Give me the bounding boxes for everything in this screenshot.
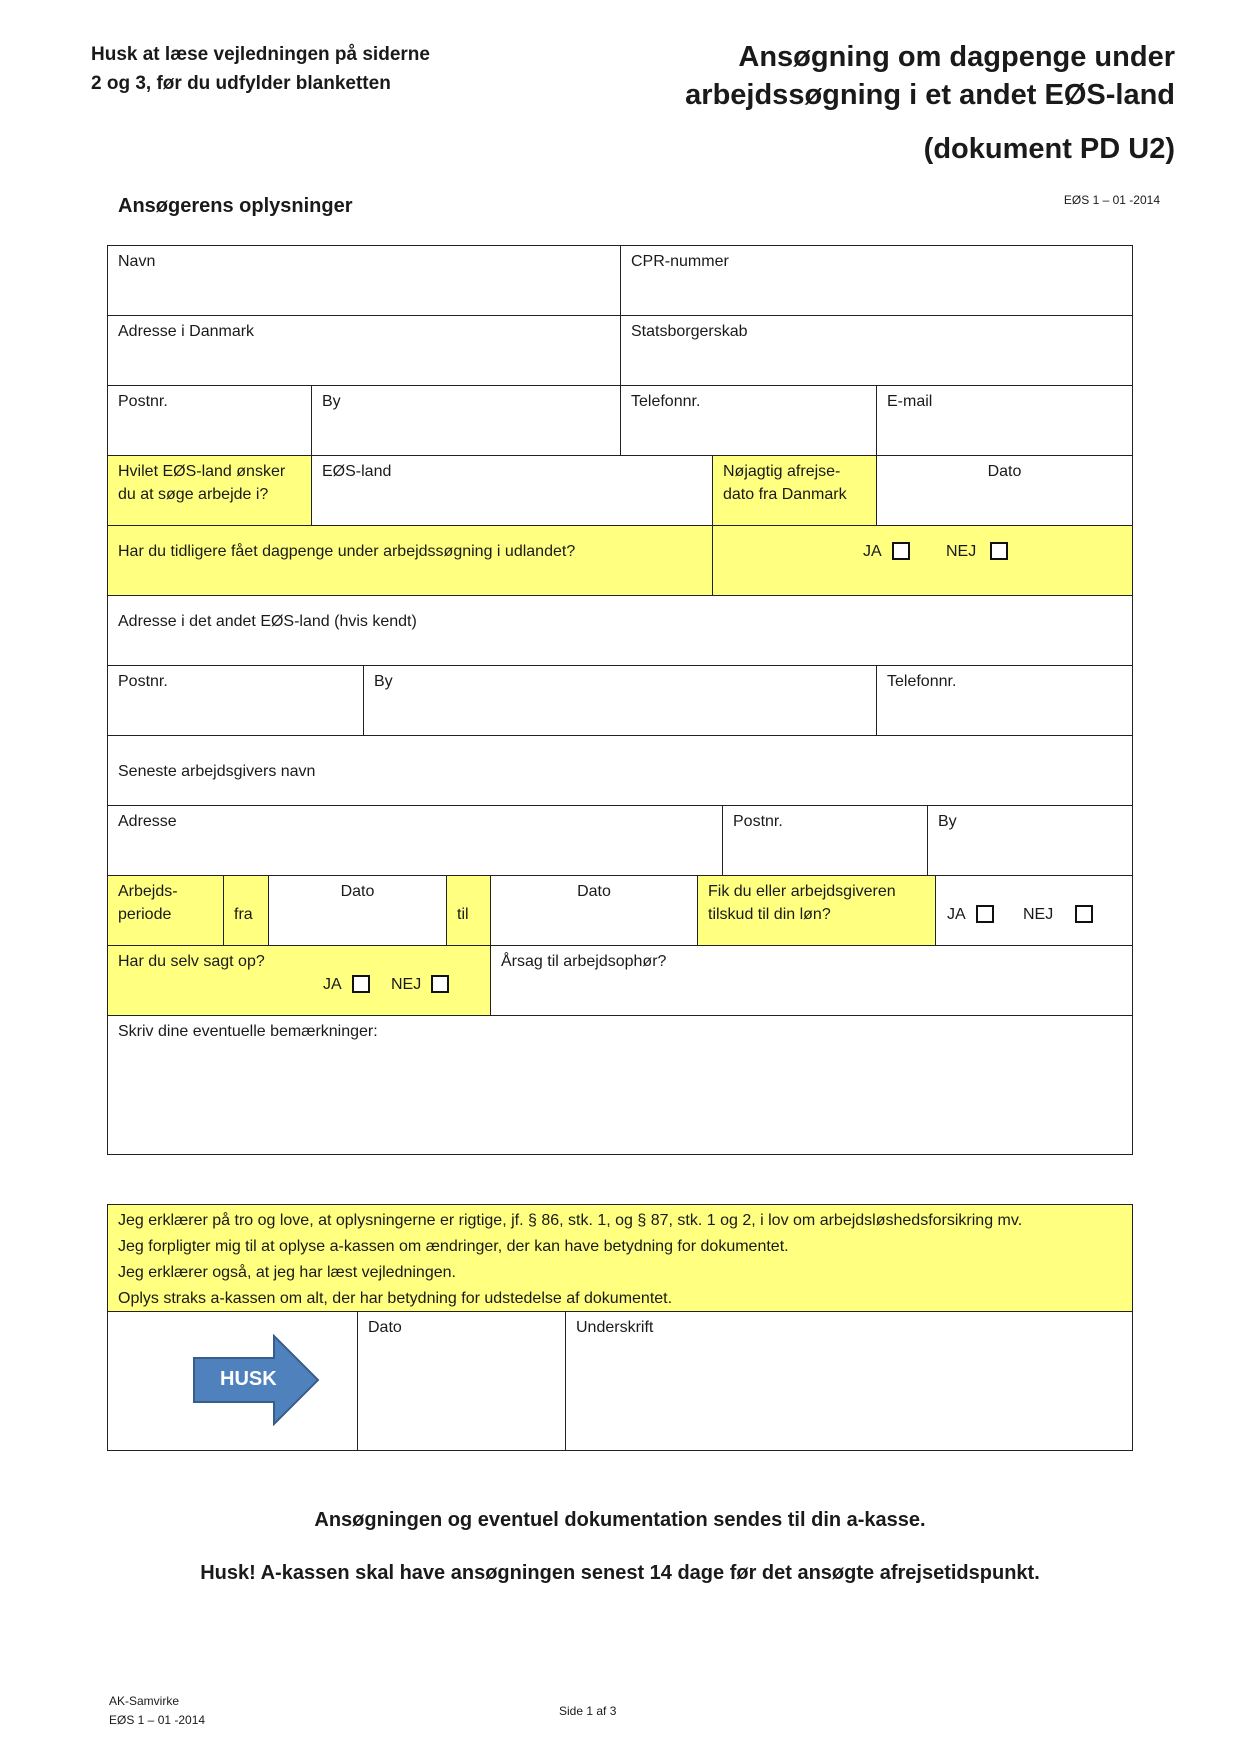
signature-date-field[interactable] [358,1312,566,1450]
departure-date-question [713,456,877,526]
husk-label: HUSK [220,1368,277,1390]
address-denmark-label: Adresse i Danmark [118,323,255,340]
checkbox-icon[interactable] [892,542,910,560]
departure-line1: Nøjagtig afrejse- [723,463,841,480]
page-number: Side 1 af 3 [559,1704,617,1718]
checkbox-icon[interactable] [352,975,370,993]
applicant-form [107,245,1133,1155]
employer-address-field[interactable] [108,806,723,876]
instructions-note-line1: Husk at læse vejledningen på siderne [91,44,430,65]
employer-postcode-field[interactable] [723,806,928,876]
employer-name-field[interactable] [108,736,1132,806]
employer-address-label: Adresse [118,813,177,830]
signature-field[interactable] [566,1312,1132,1450]
foreign-postcode-label: Postnr. [118,673,168,690]
quit-no[interactable] [391,973,449,996]
foreign-phone-label: Telefonnr. [887,673,957,690]
yes-label: JA [863,543,882,560]
declaration-line: Jeg erklærer også, at jeg har læst vejledningen. [118,1264,456,1281]
quit-yes[interactable] [323,973,370,996]
name-label: Navn [118,253,156,270]
postcode-label: Postnr. [118,393,168,410]
previous-benefits-yes[interactable] [863,540,910,563]
previous-benefits-label: Har du tidligere fået dagpenge under arbejdssøgning i udlandet? [118,543,576,560]
page-title-line2: arbejdssøgning i et andet EØS-land [685,79,1175,111]
footer-org-block [109,1692,205,1730]
employer-city-field[interactable] [928,806,1132,876]
employer-postcode-label: Postnr. [733,813,783,830]
checkbox-icon[interactable] [990,542,1008,560]
employer-name-label: Seneste arbejdsgivers navn [118,763,316,780]
termination-reason-field[interactable] [491,946,1132,1016]
eea-country-label: EØS-land [322,463,392,480]
quit-question [108,946,312,1016]
remarks-label: Skriv dine eventuelle bemærkninger: [118,1023,378,1040]
declaration-box [107,1204,1133,1451]
eea-country-question [108,456,312,526]
work-period-line1: Arbejds- [118,883,178,900]
quit-question-label: Har du selv sagt op? [118,953,265,970]
declaration-line: Oplys straks a-kassen om alt, der har betydning for udstedelse af dokumentet. [118,1290,673,1307]
section-title: Ansøgerens oplysninger [118,195,353,217]
wage-subsidy-line2: tilskud til din løn? [708,906,831,923]
city-label: By [322,393,341,410]
document-code: (dokument PD U2) [923,133,1175,165]
signature-date-label: Dato [368,1319,402,1336]
to-date-label: Dato [577,883,611,900]
no-label: NEJ [946,543,977,560]
departure-date-field[interactable] [877,456,1132,526]
foreign-postcode-field[interactable] [108,666,364,736]
city-field[interactable] [312,386,621,456]
quit-answer [312,946,491,1016]
from-date-field[interactable] [269,876,447,946]
husk-cell [108,1312,358,1450]
to-label: til [457,906,469,923]
eea-country-field[interactable] [312,456,713,526]
foreign-city-field[interactable] [364,666,877,736]
declaration-line: Jeg forpligter mig til at oplyse a-kassen om ændringer, der kan have betydning for dokumentet. [118,1238,789,1255]
footer-org: AK-Samvirke [109,1694,180,1708]
to-date-field[interactable] [491,876,698,946]
citizenship-field[interactable] [621,316,1132,386]
email-label: E-mail [887,393,933,410]
phone-label: Telefonnr. [631,393,701,410]
cpr-field[interactable] [621,246,1132,316]
no-label: NEJ [391,976,422,993]
foreign-address-field[interactable] [108,596,1132,666]
page-title-line1: Ansøgning om dagpenge under [738,41,1175,73]
from-label: fra [234,906,253,923]
footer-deadline-note: Husk! A-kassen skal have ansøgningen senest 14 dage før det ansøgte afrejsetidspunkt. [200,1562,1040,1584]
wage-subsidy-answer [936,876,1132,946]
no-label: NEJ [1023,906,1054,923]
declaration-text [108,1205,1132,1312]
to-label-cell [447,876,491,946]
work-period-label-cell [108,876,224,946]
previous-benefits-answer [713,526,1132,596]
declaration-line: Jeg erklærer på tro og love, at oplysningerne er rigtige, jf. § 86, stk. 1, og § 87, stk. 1 og 2, i lov om arbejdsløshedsforsikring mv. [118,1212,1023,1229]
wage-subsidy-line1: Fik du eller arbejdsgiveren [708,883,896,900]
departure-date-label: Dato [987,463,1022,480]
wage-subsidy-question [698,876,936,946]
eea-question-line1: Hvilet EØS-land ønsker [118,463,286,480]
foreign-phone-field[interactable] [877,666,1132,736]
termination-reason-label: Årsag til arbejdsophør? [501,953,667,970]
work-period-line2: periode [118,906,172,923]
previous-benefits-question [108,526,713,596]
yes-label: JA [947,906,966,923]
postcode-field[interactable] [108,386,312,456]
from-date-label: Dato [340,883,375,900]
checkbox-icon[interactable] [976,905,994,923]
wage-subsidy-yes[interactable] [947,903,994,926]
checkbox-icon[interactable] [431,975,449,993]
page-title [685,38,1175,114]
departure-line2: dato fra Danmark [723,486,847,503]
signature-label: Underskrift [576,1319,654,1336]
footer-code: EØS 1 – 01 -2014 [109,1713,206,1727]
form-code: EØS 1 – 01 -2014 [1063,193,1160,207]
yes-label: JA [323,976,342,993]
citizenship-label: Statsborgerskab [631,323,748,340]
name-field[interactable] [108,246,621,316]
footer-send-note: Ansøgningen og eventuel dokumentation sendes til din a-kasse. [314,1509,926,1531]
phone-field[interactable] [621,386,877,456]
cpr-label: CPR-nummer [631,253,729,270]
employer-city-label: By [938,813,957,830]
remarks-field[interactable] [108,1016,1132,1154]
instructions-note-line2: 2 og 3, før du udfylder blanketten [91,73,391,94]
previous-benefits-no[interactable] [946,540,1008,563]
from-label-cell [224,876,269,946]
address-denmark-field[interactable] [108,316,621,386]
checkbox-icon[interactable] [1075,905,1093,923]
email-field[interactable] [877,386,1132,456]
wage-subsidy-no[interactable] [1023,903,1093,926]
eea-question-line2: du at søge arbejde i? [118,486,269,503]
foreign-address-label: Adresse i det andet EØS-land (hvis kendt) [118,613,417,630]
foreign-city-label: By [374,673,393,690]
instructions-note [91,40,430,98]
